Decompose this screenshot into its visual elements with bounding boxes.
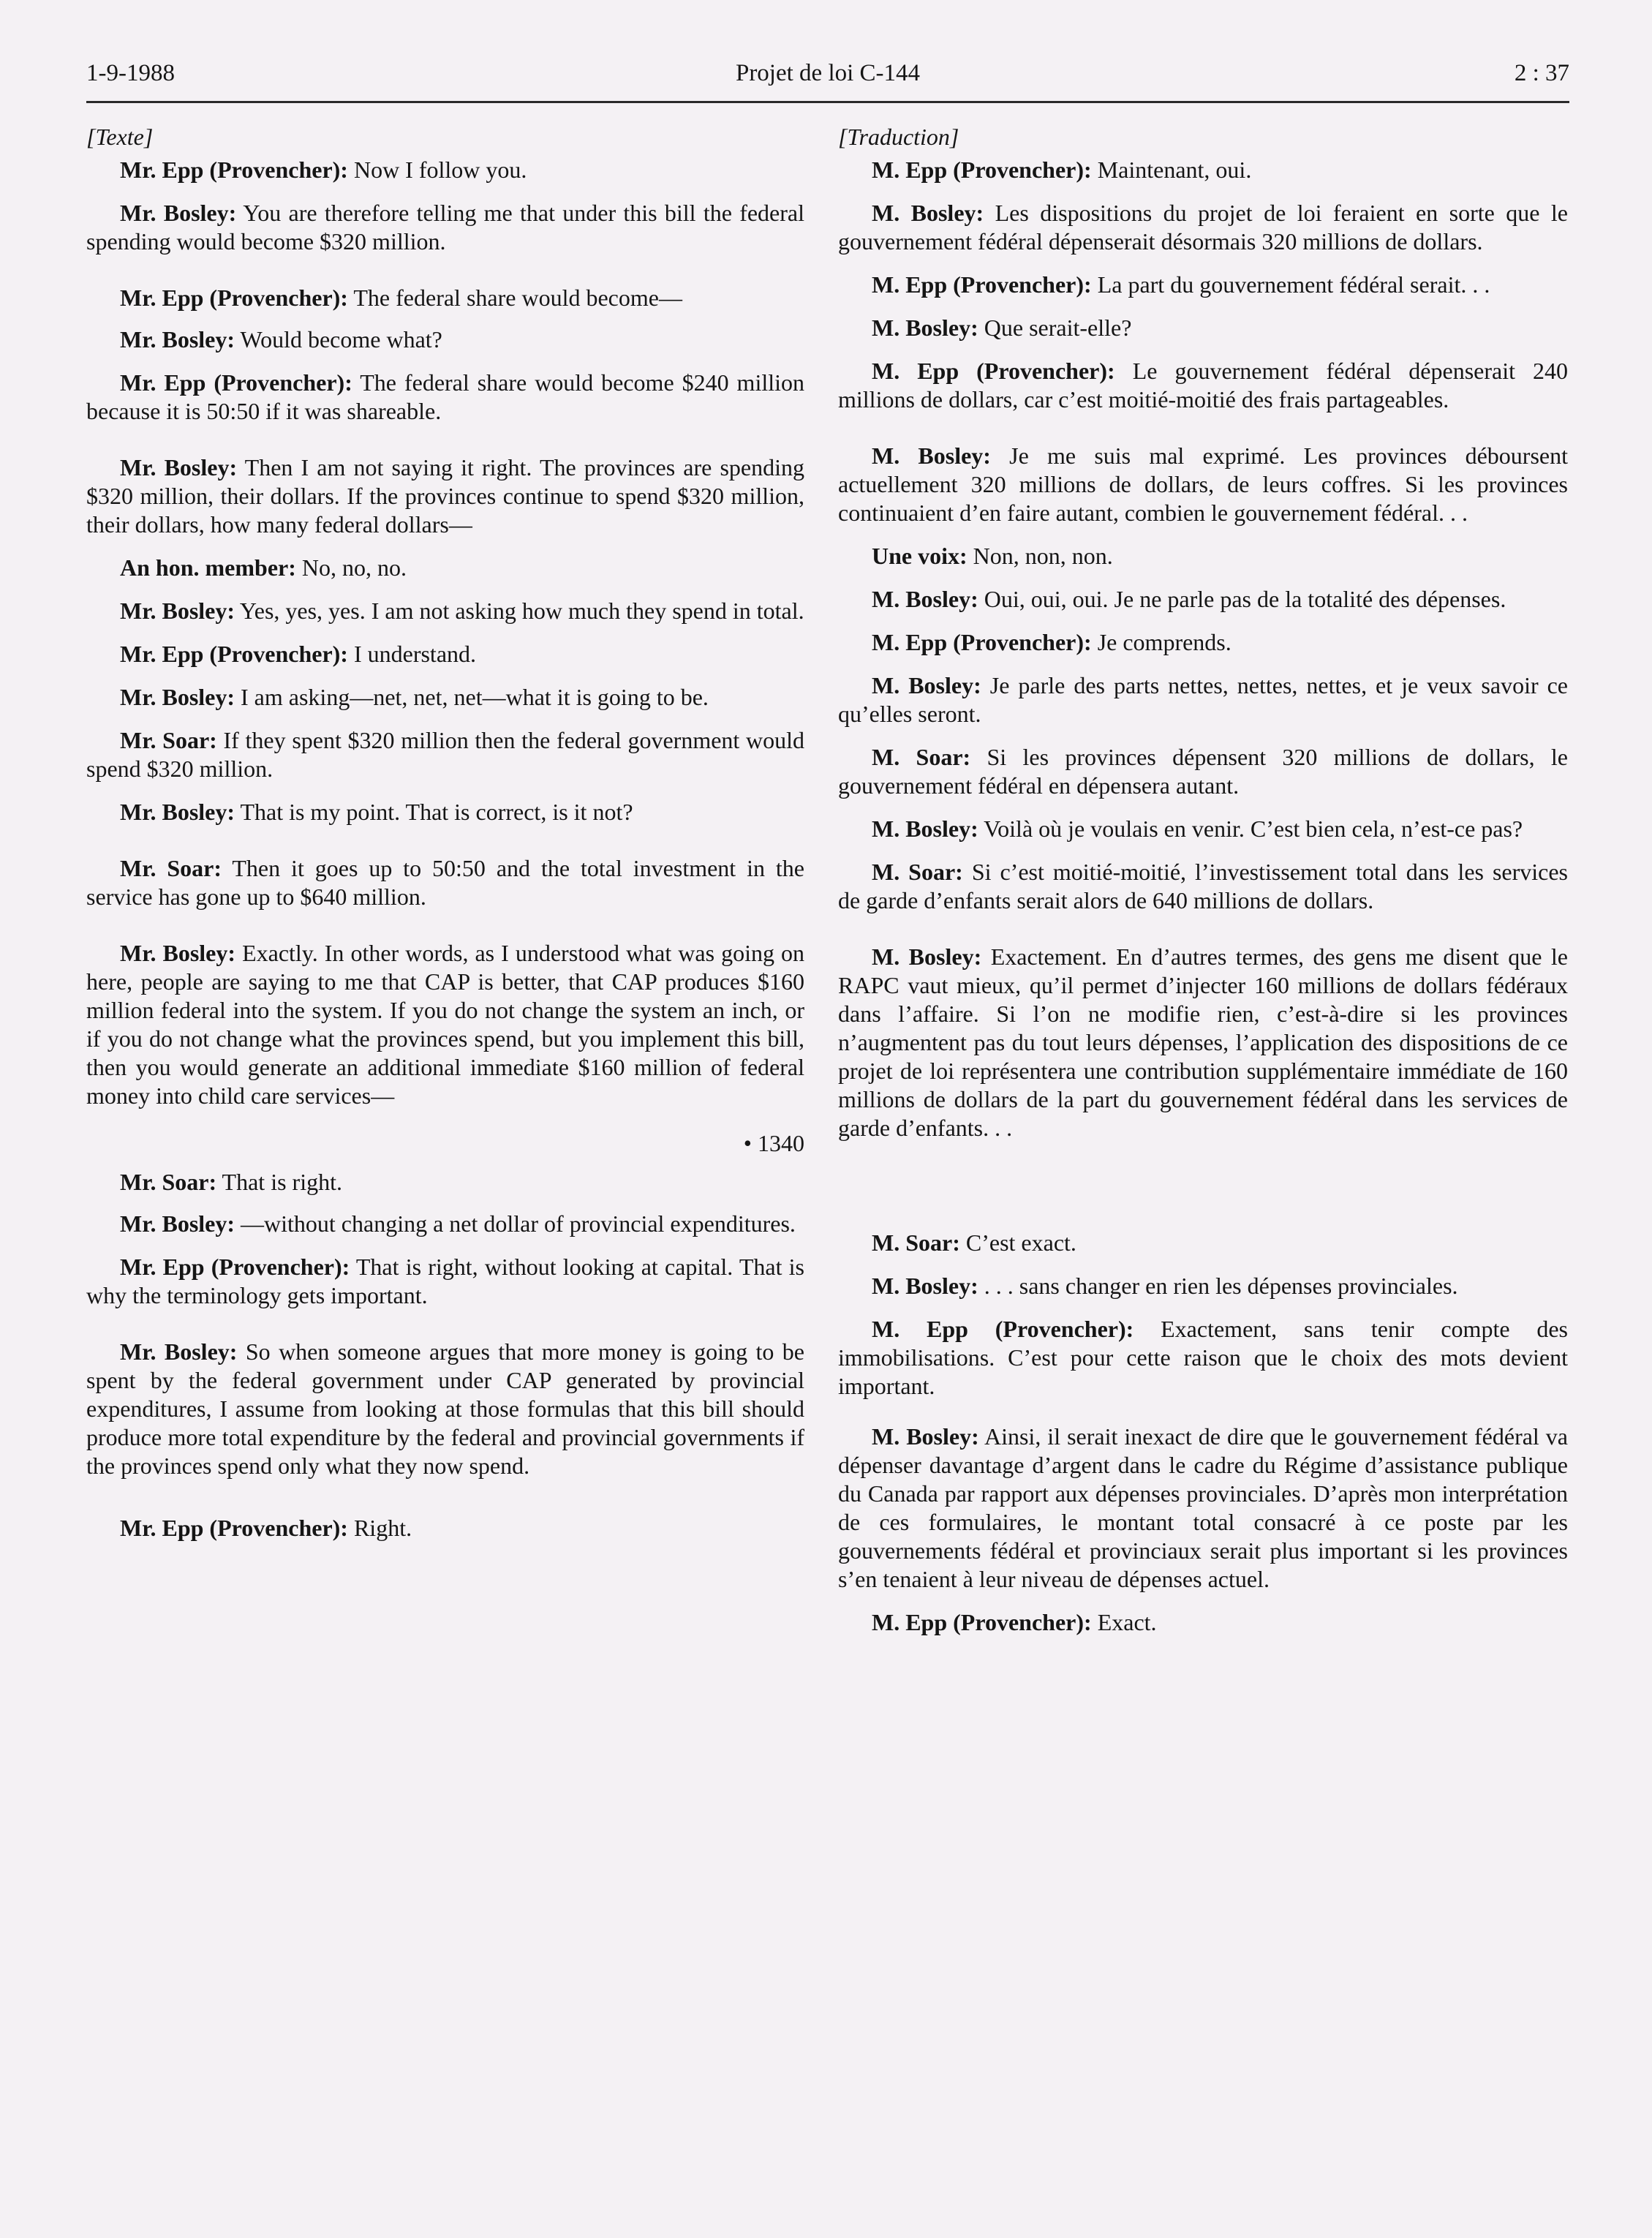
speech-paragraph [838,671,1568,728]
speaker: M. Epp (Provencher): [872,1609,1092,1635]
speaker: Mr. Bosley: [120,799,235,825]
speaker: M. Soar: [872,1229,960,1256]
speech-text: C’est exact. [959,1229,1076,1256]
speech-text: Les dispositions du projet de loi feraient en sorte que le gouvernement fédéral dépenserait désormais 320 millions de dollars. [838,200,1569,255]
speech-text: If they spent $320 million then the federal government would spend $320 million. [86,727,805,782]
speech-paragraph [86,284,804,312]
speaker: Mr. Soar: [120,855,222,881]
speech-text: Si les provinces dépensent 320 millions de dollars, le gouvernement fédéral en dépensera autant. [838,744,1569,799]
speech-paragraph [86,640,804,668]
speaker: Mr. Soar: [120,1169,217,1195]
speech-text: Ainsi, il serait inexact de dire que le gouvernement fédéral va dépenser davantage d’argent dans le cadre du Régime d’assistance publique du Canada par rapport aux dépenses provinciales. D’après mon interprétation de ces formulaires, le montant total consacré à ce poste par les gouvernements fédéral et provinciaux serait plus important si les provinces s’en tenaient à leur niveau de dépenses actuel. [838,1423,1569,1592]
speech-paragraph [838,442,1568,527]
speech-text: Maintenant, oui. [1091,157,1252,183]
speech-text: Que serait-elle? [978,314,1132,341]
speech-paragraph [838,1315,1568,1401]
speaker: Mr. Bosley: [120,598,235,624]
speech-text: The federal share would become— [347,285,682,311]
speech-paragraph [86,1514,804,1542]
speech-paragraph [838,1272,1568,1300]
speech-paragraph [86,369,804,426]
speech-text: Exactement. En d’autres termes, des gens me disent que le RAPC vaut mieux, qu’il permet d’injecter 160 millions de dollars fédéraux dans l’affaire. Si l’on ne modifie rien, c’est-à-dire si les provinces n’augmentent pas du tout leurs dépenses, l’application des dispositions de ce projet de loi représentera une contribution supplémentaire immédiate de 160 millions de dollars de la part du gouvernement fédéral dans les services de garde d’enfants. . . [838,943,1569,1141]
speech-text: Non, non, non. [967,543,1113,569]
speech-text: I am asking—net, net, net—what it is going to be. [235,684,709,710]
speaker: M. Epp (Provencher): [872,271,1092,298]
speech-text: Then it goes up to 50:50 and the total investment in the service has gone up to $640 million. [86,855,805,910]
speaker: Une voix: [872,543,968,569]
speech-paragraph [838,1229,1568,1257]
header-page-number: 2 : 37 [1514,60,1569,86]
speaker: M. Bosley: [872,200,984,226]
speaker: M. Epp (Provencher): [872,1316,1134,1342]
speech-text: That is right, without looking at capital. That is why the terminology gets important. [86,1254,805,1308]
speech-paragraph [838,314,1568,342]
speech-paragraph [838,1423,1568,1594]
speech-paragraph [838,743,1568,800]
speech-text: Le gouvernement fédéral dépenserait 240 millions de dollars, car c’est moitié-moitié des frais partageables. [838,358,1568,412]
speaker: M. Bosley: [872,943,982,970]
header-title: Projet de loi C-144 [735,60,921,86]
speech-paragraph [86,156,804,184]
french-column [838,123,1568,1637]
speaker: Mr. Epp (Provencher): [120,285,348,311]
speaker: Mr. Epp (Provencher): [120,641,348,667]
speech-text: You are therefore telling me that under this bill the federal spending would become $320 million. [86,200,805,255]
speech-paragraph [86,683,804,712]
french-label: [Traduction] [838,124,959,150]
speech-paragraph [86,554,804,582]
speech-text: Je me suis mal exprimé. Les provinces déboursent actuellement 320 millions de dollars, de leurs coffres. Si les provinces continuaient d’en faire autant, combien le gouvernement fédéral. . . [838,442,1569,526]
speaker: Mr. Bosley: [120,684,235,710]
speech-paragraph [838,1608,1568,1637]
speech-paragraph [86,453,804,539]
speaker: M. Bosley: [872,314,978,341]
speaker: Mr. Epp (Provencher): [120,1254,350,1280]
speaker: M. Epp (Provencher): [872,358,1115,384]
speech-paragraph [838,815,1568,843]
speech-text: —without changing a net dollar of provincial expenditures. [235,1210,796,1237]
speech-text: Exact. [1091,1609,1157,1635]
english-column [86,123,804,1542]
speech-text: That is my point. That is correct, is it not? [235,799,633,825]
speech-text: . . . sans changer en rien les dépenses provinciales. [978,1273,1458,1299]
speech-text: Exactement, sans tenir compte des immobilisations. C’est pour cette raison que le choix des mots devient important. [838,1316,1568,1399]
speech-paragraph [86,726,804,783]
speech-paragraph [838,943,1568,1142]
speaker: M. Bosley: [872,1423,979,1450]
speech-text: Now I follow you. [347,157,527,183]
speech-paragraph [838,271,1568,299]
speech-text: Exactly. In other words, as I understood what was going on here, people are saying to me that CAP is better, that CAP produces $160 million federal into the system. If you do not change the system an inch, or if you do not change what the provinces spend, but you implement this bill, then you would generate an additional immediate $160 million of federal money into child care services— [86,940,805,1109]
speech-paragraph [838,199,1568,256]
speaker: M. Soar: [872,744,971,770]
speaker: M. Bosley: [872,815,978,842]
page-header [86,60,1569,103]
speech-text: La part du gouvernement fédéral serait. . . [1091,271,1490,298]
speech-paragraph [838,357,1568,414]
speaker: Mr. Bosley: [120,200,237,226]
speech-text: Je comprends. [1091,629,1232,655]
speaker: Mr. Epp (Provencher): [120,1515,348,1541]
speaker: Mr. Bosley: [120,1210,235,1237]
speech-text: Yes, yes, yes. I am not asking how much they spend in total. [235,598,804,624]
speech-text: So when someone argues that more money is going to be spent by the federal government under CAP generated by provincial expenditures, I assume from looking at those formulas that this bill should produce more total expenditure by the federal and provincial governments if the provinces spend only what they now spend. [86,1338,805,1479]
speaker: M. Soar: [872,859,963,885]
speaker: Mr. Bosley: [120,454,238,481]
speech-text: The federal share would become $240 million because it is 50:50 if it was shareable. [86,369,805,424]
speaker: M. Epp (Provencher): [872,629,1092,655]
time-stamp: • 1340 [743,1130,804,1156]
speech-text: Si c’est moitié-moitié, l’investissement total dans les services de garde d’enfants serait alors de 640 millions de dollars. [838,859,1569,913]
speech-paragraph [838,858,1568,915]
speaker: Mr. Epp (Provencher): [120,369,352,396]
speech-paragraph [838,628,1568,657]
speech-paragraph [86,798,804,826]
speaker: Mr. Bosley: [120,326,235,353]
speech-paragraph [838,542,1568,570]
speaker: M. Bosley: [872,1273,978,1299]
speech-text: I understand. [347,641,477,667]
speech-paragraph [86,1253,804,1310]
speech-text: That is right. [216,1169,342,1195]
speech-text: Would become what? [235,326,442,353]
speech-paragraph [86,1338,804,1480]
speech-text: Voilà où je voulais en venir. C’est bien cela, n’est-ce pas? [978,815,1523,842]
speaker: Mr. Bosley: [120,1338,238,1365]
speaker: Mr. Epp (Provencher): [120,157,348,183]
speaker: M. Bosley: [872,442,991,469]
speech-text: Right. [347,1515,412,1541]
speech-text: Je parle des parts nettes, nettes, nettes, et je veux savoir ce qu’elles seront. [838,672,1569,727]
header-date: 1-9-1988 [86,60,175,86]
speech-paragraph [86,1210,804,1238]
speaker: M. Bosley: [872,672,981,698]
speech-paragraph [86,325,804,354]
speech-paragraph [86,199,804,256]
speech-paragraph [86,939,804,1110]
speech-text: No, no, no. [295,554,407,581]
speaker: M. Bosley: [872,586,978,612]
speaker: M. Epp (Provencher): [872,157,1092,183]
speech-paragraph [86,597,804,625]
speech-paragraph [838,585,1568,614]
english-label: [Texte] [86,124,154,150]
speech-paragraph [86,854,804,911]
speech-paragraph [838,156,1568,184]
speaker: Mr. Bosley: [120,940,236,966]
speaker: Mr. Soar: [120,727,217,753]
speaker: An hon. member: [120,554,296,581]
speech-text: Oui, oui, oui. Je ne parle pas de la totalité des dépenses. [978,586,1506,612]
speech-paragraph [86,1168,804,1197]
speech-text: Then I am not saying it right. The provinces are spending $320 million, their dollars. If the provinces continue to spend $320 million, their dollars, how many federal dollars— [86,454,805,538]
